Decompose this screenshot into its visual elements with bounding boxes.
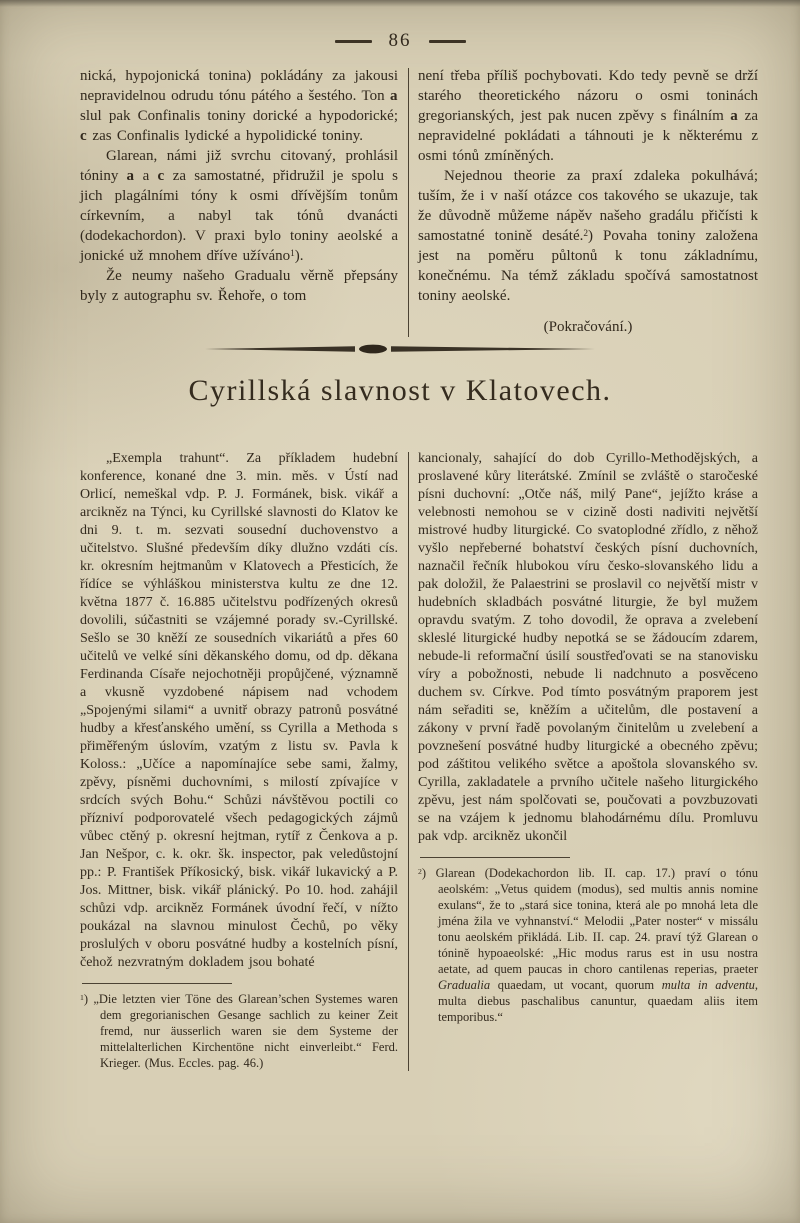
page-number-header [0, 30, 800, 52]
paragraph: Nejednou theorie za praxí zdaleka pokulhává; tuším, že i v naší otázce cos takového se ukazuje, tak že důvodně můžeme nápěv našeho gradálu přičísti k samostatné tonině desáté.$^2$) Povaha toniny založena jest na poměru půltonů k tonu základnímu, konečnému. Na témž základu spočívá samostatnost toniny aeolské. [418, 168, 759, 304]
page-number: 86 [388, 30, 412, 51]
article-one-columns [80, 66, 758, 337]
folio-dash-left [335, 40, 372, 43]
article-two-left-column [80, 450, 398, 1071]
footnote-rule [420, 857, 570, 858]
article-one-right-column [418, 66, 758, 337]
article-title: Cyrillská slavnost v Klatovech. [188, 374, 612, 407]
article-two-columns [80, 450, 758, 1071]
continuation-note: (Pokračování.) [543, 319, 633, 335]
column-rule [408, 68, 409, 337]
paragraph: Že neumy našeho Gradualu věrně přepsány byly z autographu sv. Řehoře, o tom [80, 268, 398, 304]
article-two-right-column [418, 450, 758, 1071]
swelled-rule-icon [205, 343, 595, 355]
paragraph: Glarean, námi již svrchu citovaný, prohlásil tóniny a a c za samostatné, přidružil je spolu s jich plagálními tóny k osmi dřívějším tonům církevním, a nabyl tak tónů dvanácti (dodekachordon). V praxi bylo toniny aeolské a jonické už mnohem dříve užíváno$^1$). [80, 148, 398, 264]
footnote-1: $^1$) „Die letzten vier Töne des Glarean’schen Systemes waren dem gregorianischen Gesange sachlich zu keiner Zeit fremd, nur äusserlich waren sie dem Systeme der mittelalterlichen Kirchentöne nicht einverleibt.“ Ferd. Krieger. (Mus. Eccles. pag. 46.) [80, 992, 398, 1070]
footnote-rule [82, 983, 232, 984]
footnote-2: $^2$) Glarean (Dodekachordon lib. II. cap. 17.) praví o tónu aeolském: „Vetus quidem (modus), sed multis annis nomine exulans“, že to „stará sice tonina, která ale po mnohá leta dle jména žila ve vyhnanství.“ Melodii „Pater noster“ v missálu tonu aeolském přikládá. Lib. II. cap. 24. praví týž Glarean o tónině hypoaeolské: „Hic modus rarus est in usu nostra aetate, ad quem paucas in choro cantilenas reperias, praeter Gradualia quaedam, ut vocant, quorum multa in adventu, multa diebus paschalibus canuntur, quaedam aliis item temporibus.“ [418, 866, 759, 1024]
article-one-left-column [80, 66, 398, 337]
section-divider-ornament [0, 343, 800, 355]
folio-dash-right [429, 40, 466, 43]
paragraph: nická, hypojonická tonina) pokládány za jakousi nepravidelnou odrudu tónu pátého a šestého. Ton a slul pak Confinalis toniny dorické a hypodorické; c zas Confinalis lydické a hypolidické toniny. [80, 68, 398, 144]
page-edge-shadow [0, 0, 800, 7]
column-rule [408, 452, 409, 1071]
paragraph: není třeba příliš pochybovati. Kdo tedy pevně se drží starého theoretického názoru o osmi toninách gregorianských, jest pak nucen zpěvy s finálním a za nepravidelné pokládati a táhnouti je k některému z osmi tónů zmíněných. [418, 68, 758, 164]
paragraph: „Exempla trahunt“. Za příkladem hudební konference, konané dne 3. min. měs. v Ústí nad Orlicí, nemeškal vdp. P. J. Formánek, bisk. vikář a arcikněz na Týnci, ku Cyrillské slavnosti do Klatov ke dni 9. t. m. sezvati sousední duchovenstvo a učitelstvo. Slušné především díky dlužno vzdáti cís. kr. okresním hejtmanům v Klatovech a Přesticích, že řídíce se výhláškou ministerstva kultu ze dne 12. května 1877 č. 16.885 učitelstvu podřízených okresů dovolili, súčastniti se vzájemné porady sv.-Cyrillské. Sešlo se 30 kněží ze sousedních vikariátů a přes 60 učitelů ve velké síni děkanského domu, od dp. děkana Ferdinanda Císaře nejochotněji propůjčené, významně a vkusně vyzdobené nápisem nad vchodem „Spojenými silami“ a uvnitř obrazy patronů posvátné hudby a křesťanského umění, ss Cyrilla a Methoda s přiměřeným úslovím, vzatým z listu sv. Pavla k Koloss.: „Učíce a napomínajíce sebe sami, žalmy, zpěvy, písněmi duchovními, s milostí zpívajíce v srdcích svých Bohu.“ Schůzi návštěvou poctili co přízniví podporovatelé všech pedagogických zájmů vůbec ctěný p. okresní hejtman, rytíř z Čenkova a p. Jan Nešpor, c. k. okr. šk. inspector, pak veledůstojní pp.: P. František Příkosický, bisk. vikář lukavický a P. Jos. Mittner, bisk. vikář plánický. Po 10. hod. zahájil schůzi vdp. arcikněz Formánek úvodní řečí, v nížto poukázal na slavnou minulost Čechů, po věky proslulých v oboru posvátné hudby a kostelních písní, čehož nezvratným dokladem jsou bohaté [80, 451, 398, 970]
paragraph: kancionaly, sahající do dob Cyrillo-Methodějských, a proslavené kůry literátské. Zmínil se zvláště o staročeské písni duchovní: „Otče náš, milý Pane“, jejížto kráse a velebnosti nemohou se v cizině dosti nadiviti největší mistrové hudby liturgické. Co svatoplodné zřídlo, z něhož vyšlo nepřeberné bohatství českých písní duchovních, naznačil řečník hlubokou víru česko-slovanského lidu a pak doložil, že Palaestrini se proslavil co největší mistr v hudebních skladbách posvátné liturgie, že byl mužem opravdu svatým. Z toho dovodil, že oprava a zvelebení skleslé liturgické hudby nepotká se se žádoucím zdarem, nebude-li reformační úsilí soustřeďovati se na stanovisku víry a pobožnosti, nebude li nadchnuto a posvěceno duchem sv. Církve. Pod tímto posvátným praporem jest nám seřaditi se, kněžím a učitelům, dle postavení a zákony v první řadě povolaným činitelům u zvelebení a povznešení posvátné hudby liturgické a obecného zpěvu; pod záštitou velikého světce a apoštola slovanského sv. Cyrilla, zakladatele a prvního učitele našeho liturgického zpěvu, jest nám spolčovati se, poučovati a povzbuzovati se na vzájem k jednomu blahodárnému dílu. Promluvu pak vdp. arcikněz ukončil [418, 451, 758, 844]
